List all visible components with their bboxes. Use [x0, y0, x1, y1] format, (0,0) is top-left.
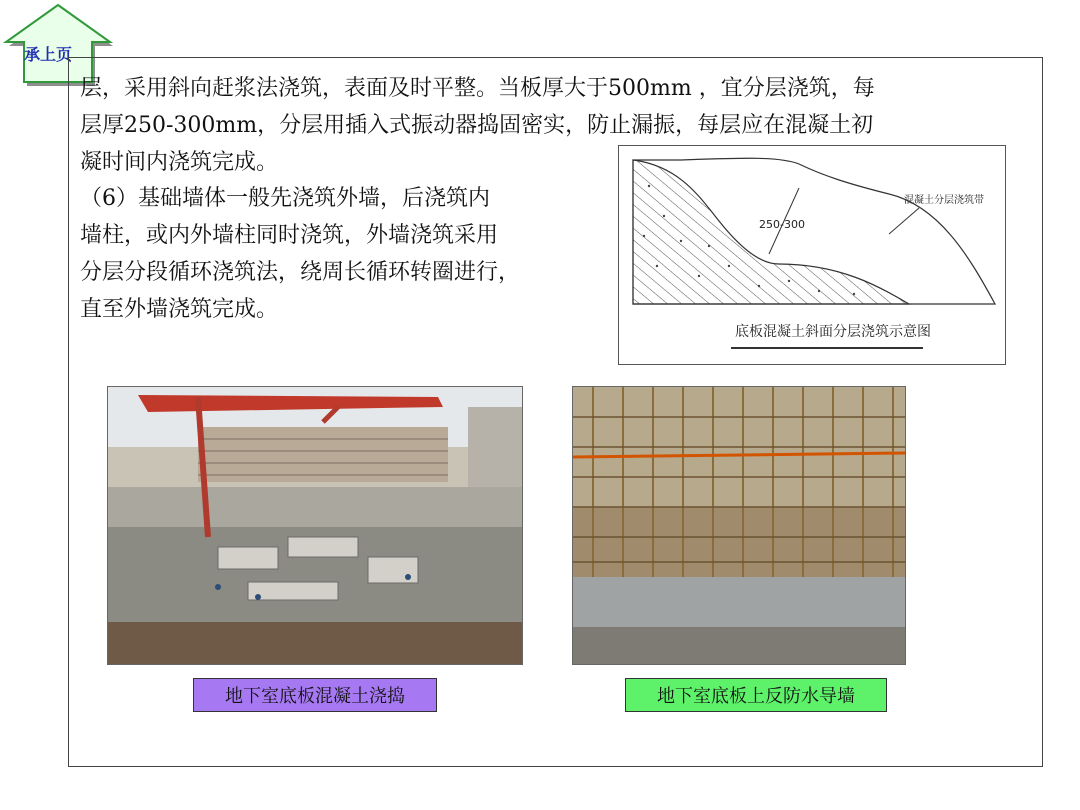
band-label: 混凝土分层浇筑带 — [904, 195, 984, 206]
text-line: 分层分段循环浇筑法，绕周长循环转圈进行， — [80, 260, 521, 285]
paragraph-2 — [80, 180, 520, 328]
layered-pouring-diagram — [618, 145, 1006, 365]
text-line: 层厚250-300mm，分层用插入式振动器捣固密实，防止漏振，每层应在混凝土初 — [80, 113, 874, 138]
dimension-label: 250-300 — [759, 218, 805, 231]
slab-pouring-photo — [107, 386, 523, 665]
diagram-caption: 底板混凝土斜面分层浇筑示意图 — [735, 324, 931, 340]
leader-line — [889, 208, 919, 234]
photo-caption-pouring: 地下室底板混凝土浇捣 — [193, 678, 437, 712]
text-line: （6）基础墙体一般先浇筑外墙，后浇筑内 — [80, 186, 490, 211]
poured-layer — [633, 160, 909, 304]
nav-label: 承上页 — [24, 45, 73, 64]
guide-wall-photo — [572, 386, 906, 665]
text-line: 凝时间内浇筑完成。 — [80, 150, 279, 175]
photo-caption-guide-wall: 地下室底板上反防水导墙 — [625, 678, 887, 712]
text-line: 层，采用斜向赶浆法浇筑，表面及时平整。当板厚大于500mm ，宜分层浇筑，每 — [80, 76, 875, 101]
text-line: 墙柱，或内外墙柱同时浇筑，外墙浇筑采用 — [80, 223, 499, 248]
text-line: 直至外墙浇筑完成。 — [80, 297, 279, 322]
